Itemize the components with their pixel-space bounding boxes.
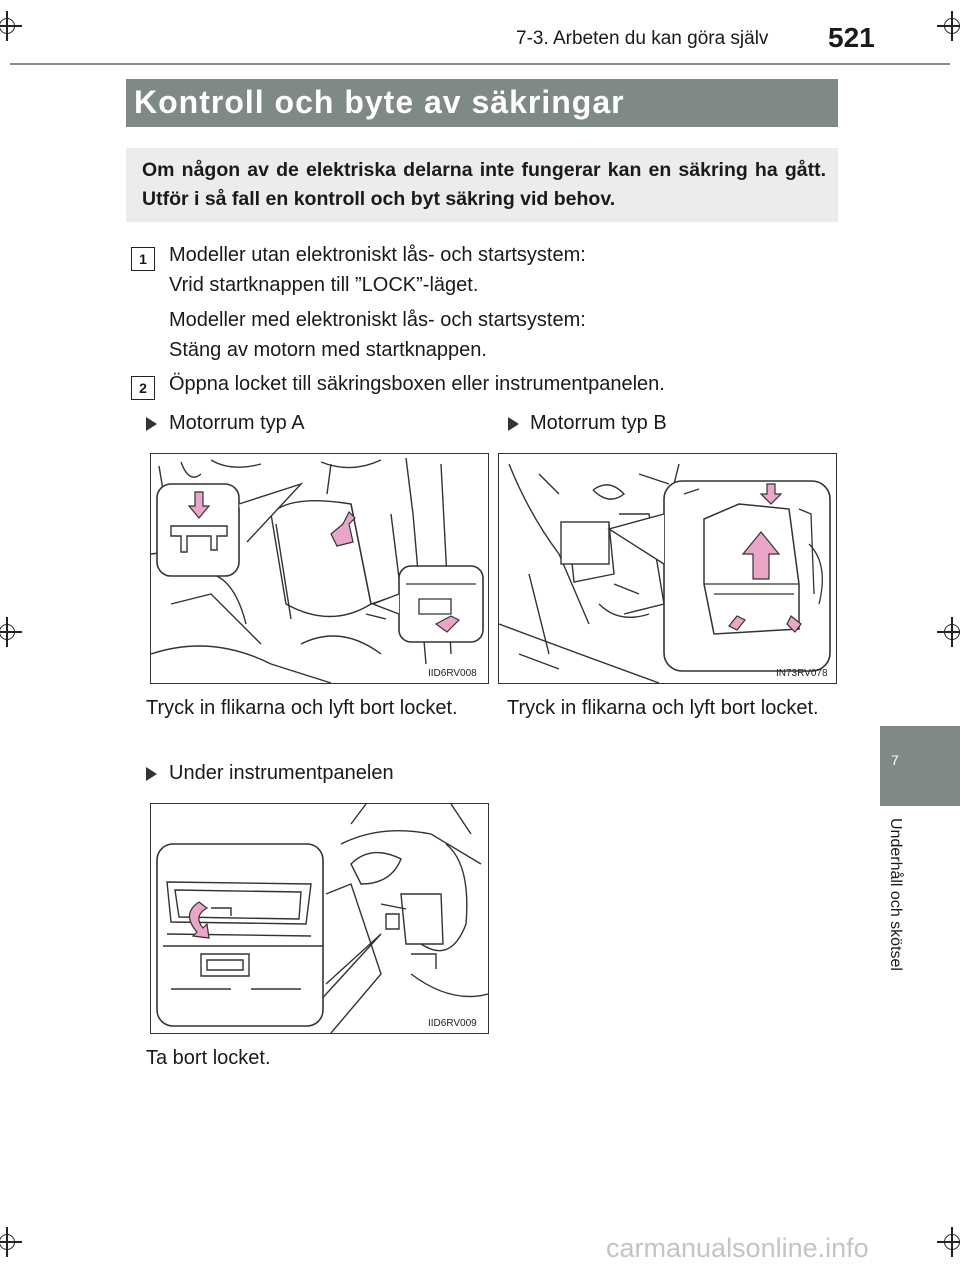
- step-1-line-2: Vrid startknappen till ”LOCK”-läget.: [169, 274, 479, 296]
- registration-mark: [0, 11, 22, 41]
- page-title: Kontroll och byte av säkringar: [134, 84, 625, 120]
- figure-a-caption: Tryck in flikarna och lyft bort locket.: [146, 697, 458, 719]
- figure-a-heading: Motorrum typ A: [169, 412, 305, 434]
- figure-b-code: IN73RV078: [776, 668, 828, 679]
- figure-a-code: IID6RV008: [428, 668, 477, 679]
- registration-mark: [0, 617, 22, 647]
- step-1-line-3: Modeller med elektroniskt lås- och startsystem:: [169, 309, 586, 331]
- chapter-number: 7: [891, 752, 899, 768]
- figure-c-caption: Ta bort locket.: [146, 1047, 271, 1069]
- fuse-box-illustration-b: [499, 454, 836, 683]
- figure-engine-room-b: [498, 453, 837, 684]
- intro-text: Om någon av de elektriska delarna inte fungerar kan en säkring ha gått. Utför i så fall en kontroll och byt säkring vid behov.: [142, 159, 826, 210]
- step-1-badge: 1: [131, 247, 155, 271]
- figure-engine-room-a: [150, 453, 489, 684]
- figure-under-instrument-panel: [150, 803, 489, 1034]
- watermark: carmanualsonline.info: [606, 1233, 869, 1263]
- figure-c-code: IID6RV009: [428, 1018, 477, 1029]
- instrument-panel-illustration: [151, 804, 488, 1033]
- figure-b-heading: Motorrum typ B: [530, 412, 667, 434]
- registration-mark: [937, 617, 960, 647]
- triangle-bullet-icon: [508, 417, 519, 431]
- header-rule: [10, 63, 950, 65]
- step-2-badge: 2: [131, 376, 155, 400]
- figure-c-heading: Under instrumentpanelen: [169, 762, 394, 784]
- registration-mark: [0, 1227, 22, 1257]
- chapter-label: Underhåll och skötsel: [887, 818, 904, 971]
- registration-mark: [937, 1227, 960, 1257]
- triangle-bullet-icon: [146, 417, 157, 431]
- fuse-box-illustration-a: [151, 454, 488, 683]
- page-number: 521: [828, 22, 875, 53]
- figure-b-caption: Tryck in flikarna och lyft bort locket.: [507, 697, 819, 719]
- step-1-line-4: Stäng av motorn med startknappen.: [169, 339, 487, 361]
- step-2-line-1: Öppna locket till säkringsboxen eller instrumentpanelen.: [169, 373, 665, 395]
- section-header: 7-3. Arbeten du kan göra själv: [516, 28, 769, 49]
- triangle-bullet-icon: [146, 767, 157, 781]
- registration-mark: [937, 11, 960, 41]
- step-1-line-1: Modeller utan elektroniskt lås- och startsystem:: [169, 244, 586, 266]
